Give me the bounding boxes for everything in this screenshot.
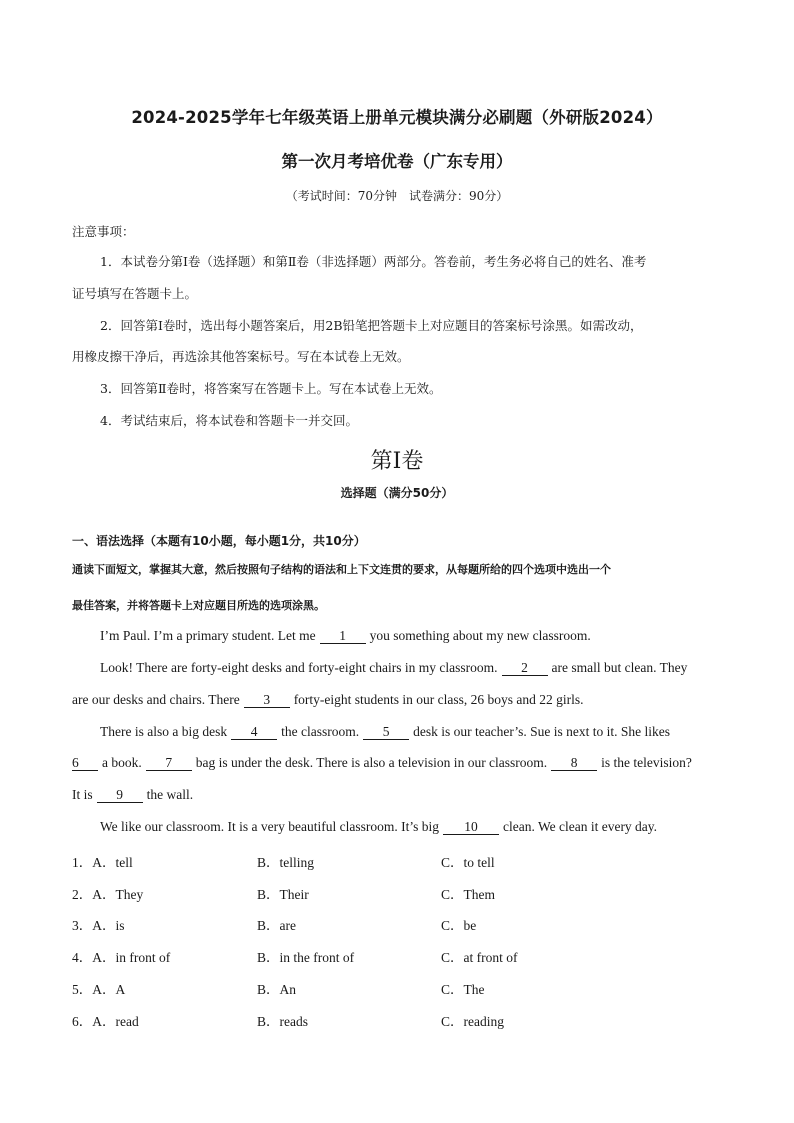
q6-option-a: 6．A．read [72,1014,139,1029]
q3-option-c: C．be [441,918,477,933]
passage-text: is the television? [601,755,692,770]
q3-option-b: B．are [257,918,296,933]
section-title: 第Ⅰ卷 [370,449,424,474]
passage-text: a book. [102,755,142,770]
passage-line-5 [72,755,692,771]
q6-option-c: C．reading [441,1014,504,1029]
passage-text: There is also a big desk [100,724,228,739]
exam-info: （考试时间：70分钟 试卷满分：90分） [285,189,509,203]
blank-4: 4 [231,725,277,740]
passage-text: We like our classroom. It is a very beautiful classroom. It’s big [100,819,439,834]
part1-heading: 一、语法选择（本题有10小题，每小题1分，共10分） [72,534,366,548]
blank-7: 7 [146,756,192,771]
q3-option-a: 3．A．is [72,918,125,933]
passage-text: are our desks and chairs. There [72,692,240,707]
q5-option-c: C．The [441,982,485,997]
q2-option-b: B．Their [257,887,309,902]
q2-option-a: 2．A．They [72,887,144,902]
q4-option-b: B．in the front of [257,950,355,965]
q4-option-c: C．at front of [441,950,518,965]
passage-text: I’m Paul. I’m a primary student. Let me [100,628,316,643]
blank-3: 3 [244,693,290,708]
passage-text: forty-eight students in our class, 26 boys and 22 girls. [293,692,584,707]
notes-heading: 注意事项： [72,224,135,239]
blank-1: 1 [320,629,366,644]
part1-instruction-a: 通读下面短文，掌握其大意，然后按照句子结构的语法和上下文连贯的要求，从每题所给的四个选项中选出一个 [72,563,611,576]
q5-option-a: 5．A．A [72,982,126,997]
note-item-1b: 证号填写在答题卡上。 [72,286,198,301]
passage-text: bag is under the desk. There is also a television in our classroom. [195,755,548,770]
part1-instruction-b: 最佳答案，并将答题卡上对应题目所选的选项涂黑。 [72,599,325,612]
passage-line-3 [72,692,584,708]
q4-option-a: 4．A．in front of [72,950,171,965]
passage-line-2 [100,660,687,676]
blank-8: 8 [551,756,597,771]
note-item-2b: 用橡皮擦干净后，再选涂其他答案标号。写在本试卷上无效。 [72,349,410,364]
exam-title-line1: 2024-2025学年七年级英语上册单元模块满分必刷题（外研版2024） [131,108,663,127]
passage-text: the wall. [146,787,194,802]
passage-text: Look! There are forty-eight desks and forty-eight chairs in my classroom. [100,660,498,675]
passage-text: are small but clean. They [551,660,688,675]
blank-6: 6 [72,756,98,771]
passage-text: It is [72,787,93,802]
passage-text: you something about my new classroom. [369,628,591,643]
q1-option-c: C．to tell [441,855,495,870]
q5-option-b: B．An [257,982,297,997]
q1-option-a: 1．A．tell [72,855,133,870]
blank-10: 10 [443,820,499,835]
note-item-2a: 2．回答第Ⅰ卷时，选出每小题答案后，用2B铅笔把答题卡上对应题目的答案标号涂黑。如需改动， [100,318,643,333]
passage-line-1 [100,628,591,644]
passage-line-4 [100,724,670,740]
blank-9: 9 [97,788,143,803]
passage-line-7 [100,819,657,835]
passage-line-6 [72,787,193,803]
note-item-4: 4．考试结束后，将本试卷和答题卡一并交回。 [100,413,358,428]
note-item-3: 3．回答第Ⅱ卷时，将答案写在答题卡上。写在本试卷上无效。 [100,381,442,396]
section-subtitle: 选择题（满分50分） [340,486,454,500]
blank-5: 5 [363,725,409,740]
exam-title-line2: 第一次月考培优卷（广东专用） [281,152,513,171]
blank-2: 2 [502,661,548,676]
q1-option-b: B．telling [257,855,314,870]
passage-text: the classroom. [281,724,360,739]
q2-option-c: C．Them [441,887,495,902]
passage-text: clean. We clean it every day. [502,819,658,834]
q6-option-b: B．reads [257,1014,308,1029]
passage-text: desk is our teacher’s. Sue is next to it. She likes [413,724,671,739]
note-item-1a: 1．本试卷分第Ⅰ卷（选择题）和第Ⅱ卷（非选择题）两部分。答卷前，考生务必将自己的姓名、准考 [100,254,647,269]
